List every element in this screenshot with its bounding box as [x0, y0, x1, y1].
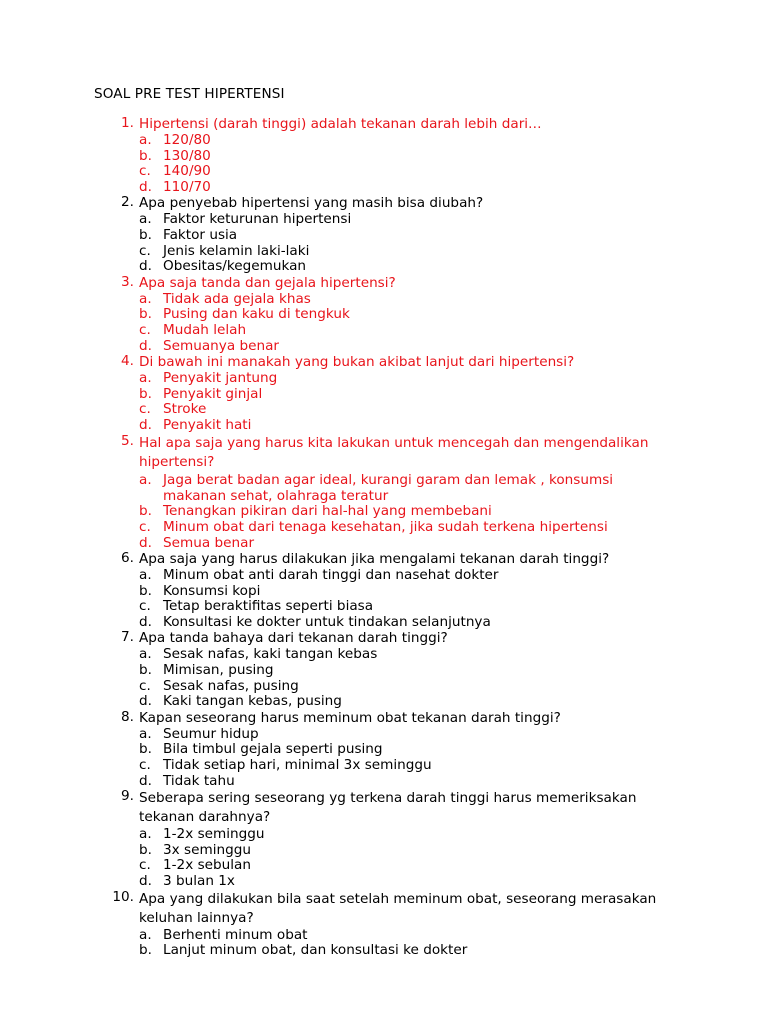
option-item [139, 568, 679, 584]
option-text: Tetap beraktifitas seperti biasa [163, 598, 374, 615]
option-letter: d. [139, 178, 152, 195]
option-text: Penyakit ginjal [163, 385, 263, 402]
option-item [139, 228, 679, 244]
option-list [139, 292, 679, 354]
option-list [139, 568, 679, 630]
option-text: Minum obat anti darah tinggi dan nasehat dokter [163, 567, 499, 584]
option-letter: b. [139, 741, 152, 758]
option-letter: c. [139, 757, 151, 774]
question-number: 2. [121, 194, 134, 211]
option-text: 130/80 [163, 147, 211, 164]
option-item [139, 647, 679, 663]
option-text: 140/90 [163, 163, 211, 180]
question-text: Apa yang dilakukan bila saat setelah meminum obat, seseorang merasakan keluhan lainnya? [139, 890, 657, 926]
option-text: Semua benar [163, 534, 255, 551]
option-text: Tidak tahu [163, 772, 235, 789]
option-letter: b. [139, 226, 152, 243]
question-number: 6. [121, 550, 134, 567]
option-letter: d. [139, 873, 152, 889]
question-text: Hal apa saja yang harus kita lakukan untuk mencegah dan mengendalikan hipertensi? [139, 434, 649, 470]
option-letter: c. [139, 677, 151, 694]
question-number: 8. [121, 708, 134, 725]
option-letter: d. [139, 613, 152, 630]
option-item [139, 943, 679, 959]
question-number: 9. [121, 788, 134, 805]
option-text: Sesak nafas, pusing [163, 677, 299, 694]
option-letter: a. [139, 567, 152, 584]
option-item [139, 371, 679, 387]
option-text: 110/70 [163, 178, 211, 195]
option-text: Semuanya benar [163, 337, 280, 354]
option-letter: a. [139, 646, 152, 663]
option-letter: a. [139, 725, 152, 742]
option-letter: b. [139, 147, 152, 164]
option-letter: b. [139, 662, 152, 679]
question-item [0, 434, 679, 552]
question-text: Kapan seseorang harus meminum obat tekanan darah tinggi? [139, 709, 561, 726]
option-item [139, 858, 679, 874]
option-item [139, 418, 679, 434]
option-letter: c. [139, 401, 151, 418]
option-list [139, 212, 679, 274]
option-item [139, 402, 679, 418]
option-letter: c. [139, 163, 151, 180]
option-letter: a. [139, 370, 152, 387]
option-item [139, 307, 679, 323]
option-item [139, 774, 679, 790]
option-letter: d. [139, 258, 152, 275]
option-letter: c. [139, 321, 151, 338]
option-text: Bila timbul gejala seperti pusing [163, 741, 383, 758]
question-item [0, 354, 679, 433]
option-letter: c. [139, 598, 151, 615]
option-list [139, 827, 679, 889]
option-item [139, 758, 679, 774]
option-list [139, 472, 679, 552]
option-letter: d. [139, 416, 152, 433]
question-item [0, 789, 679, 889]
option-item [139, 180, 679, 196]
option-text: Minum obat dari tenaga kesehatan, jika sudah terkena hipertensi [163, 518, 608, 535]
option-text: Penyakit hati [163, 416, 252, 433]
option-item [139, 149, 679, 165]
question-number: 7. [121, 629, 134, 646]
option-letter: d. [139, 693, 152, 710]
question-number: 1. [121, 115, 134, 131]
option-letter: d. [139, 337, 152, 354]
question-text: Apa saja yang harus dilakukan jika mengalami tekanan darah tinggi? [139, 551, 610, 568]
option-item [139, 615, 679, 631]
option-text: Faktor keturunan hipertensi [163, 211, 352, 228]
option-text: Tidak ada gejala khas [163, 290, 311, 307]
option-item [139, 339, 679, 355]
option-item [139, 584, 679, 600]
option-item [139, 133, 679, 149]
option-text: Sesak nafas, kaki tangan kebas [163, 646, 378, 663]
question-text: Apa tanda bahaya dari tekanan darah tinggi? [139, 630, 448, 647]
option-item [139, 536, 679, 552]
option-item [139, 679, 679, 695]
option-text: 1-2x sebulan [163, 857, 251, 874]
option-item [139, 212, 679, 228]
question-item [0, 630, 679, 709]
option-item [139, 843, 679, 859]
option-item [139, 323, 679, 339]
option-text: Tenangkan pikiran dari hal-hal yang membebani [163, 503, 492, 520]
option-item [139, 520, 679, 536]
question-item [0, 275, 679, 354]
option-item [139, 663, 679, 679]
option-text: 3x seminggu [163, 841, 251, 858]
option-letter: d. [139, 772, 152, 789]
option-letter: b. [139, 942, 152, 959]
question-number: 10. [112, 888, 134, 905]
option-item [139, 504, 679, 520]
option-text: 3 bulan 1x [163, 873, 235, 889]
option-text: Pusing dan kaku di tengkuk [163, 306, 350, 323]
question-text: Apa saja tanda dan gejala hipertensi? [139, 274, 396, 291]
option-item [139, 292, 679, 308]
option-text: Penyakit jantung [163, 370, 278, 387]
option-text: Seumur hidup [163, 725, 259, 742]
option-text: Mimisan, pusing [163, 662, 274, 679]
question-text: Seberapa sering seseorang yg terkena darah tinggi harus memeriksakan tekanan darahnya? [139, 790, 637, 826]
option-item [139, 727, 679, 743]
option-item [139, 387, 679, 403]
question-number: 4. [121, 353, 134, 370]
option-letter: a. [139, 211, 152, 228]
option-text: 1-2x seminggu [163, 826, 265, 843]
option-text: Berhenti minum obat [163, 926, 308, 943]
question-item [0, 710, 679, 789]
option-letter: c. [139, 242, 151, 259]
option-list [139, 727, 679, 789]
option-letter: b. [139, 306, 152, 323]
option-list [139, 647, 679, 709]
option-item [139, 874, 679, 890]
option-item [139, 164, 679, 180]
option-letter: a. [139, 290, 152, 307]
option-letter: d. [139, 534, 152, 551]
option-item [139, 694, 679, 710]
option-item [139, 244, 679, 260]
option-text: Faktor usia [163, 226, 238, 243]
option-letter: b. [139, 503, 152, 520]
question-number: 3. [121, 273, 134, 290]
option-letter: a. [139, 826, 152, 843]
option-letter: c. [139, 857, 151, 874]
option-list [139, 371, 679, 433]
option-text: 120/80 [163, 132, 211, 148]
option-letter: b. [139, 385, 152, 402]
option-letter: a. [139, 471, 152, 488]
question-item [0, 195, 679, 274]
option-item [139, 472, 679, 505]
option-letter: a. [139, 926, 152, 943]
option-text: Konsultasi ke dokter untuk tindakan selanjutnya [163, 613, 491, 630]
option-item [139, 259, 679, 275]
question-text: Apa penyebab hipertensi yang masih bisa diubah? [139, 195, 484, 212]
option-letter: a. [139, 132, 152, 148]
option-text: Obesitas/kegemukan [163, 258, 307, 275]
option-item [139, 827, 679, 843]
question-item [0, 551, 679, 630]
option-letter: b. [139, 582, 152, 599]
question-item [0, 116, 679, 195]
option-list [139, 928, 679, 959]
question-item [0, 890, 679, 959]
option-letter: c. [139, 518, 151, 535]
option-item [139, 742, 679, 758]
question-text: Di bawah ini manakah yang bukan akibat lanjut dari hipertensi? [139, 354, 575, 371]
option-text: Mudah lelah [163, 321, 247, 338]
option-text: Stroke [163, 401, 207, 418]
option-text: Tidak setiap hari, minimal 3x seminggu [163, 757, 432, 774]
question-number: 5. [121, 432, 134, 449]
option-text: Konsumsi kopi [163, 582, 261, 599]
option-item [139, 599, 679, 615]
option-text: Kaki tangan kebas, pusing [163, 693, 342, 710]
option-list [139, 133, 679, 195]
document-title: SOAL PRE TEST HIPERTENSI [94, 86, 285, 102]
option-text: Jenis kelamin laki-laki [163, 242, 310, 259]
question-list [0, 116, 768, 959]
option-letter: b. [139, 841, 152, 858]
option-text: Jaga berat badan agar ideal, kurangi garam dan lemak , konsumsi makanan sehat, olahraga teratur [163, 471, 614, 504]
option-item [139, 928, 679, 944]
option-text: Lanjut minum obat, dan konsultasi ke dokter [163, 942, 468, 959]
question-text: Hipertensi (darah tinggi) adalah tekanan darah lebih dari… [139, 116, 542, 132]
